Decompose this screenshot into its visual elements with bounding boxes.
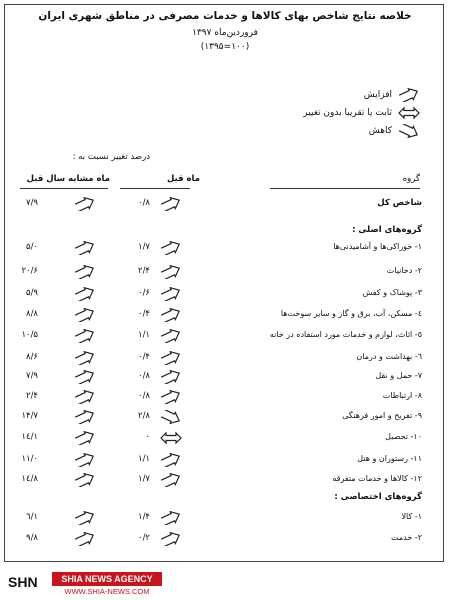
- col-header-group: گروه: [402, 174, 420, 184]
- document-base-year: (۱۰۰=۱۳۹۵): [200, 42, 250, 52]
- table-row-prev-value: ۱/۷: [138, 242, 150, 252]
- legend-item-increase: [364, 86, 420, 104]
- table-row-yoy-value: ٦/۱: [25, 512, 38, 522]
- table-row-yoy-value: ۸/۸: [26, 309, 38, 319]
- table-row-label: ۱- کالا: [401, 512, 422, 521]
- up-arrow-icon: [160, 389, 182, 403]
- table-row-yoy-value: ۸/۶: [26, 352, 38, 362]
- legend-label: ثابت یا تقریبا بدون تغییر: [303, 108, 392, 118]
- comparison-label: درصد تغییر نسبت به :: [72, 152, 150, 162]
- down-arrow-icon: [398, 124, 420, 138]
- table-row-yoy-value: ۱٤/۱: [21, 432, 38, 442]
- up-arrow-icon: [160, 510, 182, 524]
- down-arrow-icon: [160, 409, 182, 423]
- table-row-prev-value: ۰/۴: [138, 309, 150, 319]
- up-arrow-icon: [74, 531, 96, 545]
- up-arrow-icon: [160, 531, 182, 545]
- header-underline: [270, 188, 420, 189]
- up-arrow-icon: [74, 328, 96, 342]
- document-period: فروردین‌ماه ۱۳۹۷: [192, 28, 258, 38]
- table-row-prev-value: ۱/۴: [138, 512, 150, 522]
- table-row-prev-value: ۲/۴: [138, 266, 150, 276]
- up-arrow-icon: [398, 88, 420, 102]
- up-arrow-icon: [160, 328, 182, 342]
- up-arrow-icon: [74, 472, 96, 486]
- table-row-yoy-value: ۵/۰: [26, 242, 38, 252]
- col-header-prev-month: ماه قبل: [166, 174, 200, 184]
- table-row-yoy-value: ۱۰/۵: [21, 330, 38, 340]
- table-row-yoy-value: ۱۴/۷: [21, 411, 38, 421]
- brand-logo-text: SHN: [8, 574, 38, 590]
- up-arrow-icon: [74, 452, 96, 466]
- table-row-prev-value: ۰/۸: [138, 391, 150, 401]
- legend-item-unchanged: [303, 104, 420, 122]
- up-arrow-icon: [74, 430, 96, 444]
- table-row-label: ۱۰- تحصیل: [385, 432, 422, 441]
- col-header-yoy: ماه مشابه سال قبل: [26, 174, 110, 184]
- table-row-label: ۲- خدمت: [390, 533, 422, 542]
- table-row-prev-value: ۰/۶: [138, 288, 150, 298]
- table-row-label: ۷- حمل و نقل: [375, 371, 422, 380]
- double-arrow-icon: [160, 430, 182, 444]
- table-row-yoy-value: ۱٤/۸: [21, 474, 38, 484]
- legend-item-decrease: [369, 122, 420, 140]
- table-row-yoy-value: ۲۰/۶: [21, 266, 38, 276]
- up-arrow-icon: [160, 369, 182, 383]
- up-arrow-icon: [74, 350, 96, 364]
- up-arrow-icon: [160, 264, 182, 278]
- table-row-prev-value: ۱/۱: [138, 454, 150, 464]
- up-arrow-icon: [74, 286, 96, 300]
- up-arrow-icon: [160, 307, 182, 321]
- table-row-label: شاخص کل: [377, 198, 422, 208]
- table-row-label: ٦- بهداشت و درمان: [356, 352, 422, 361]
- up-arrow-icon: [74, 389, 96, 403]
- table-row-prev-value: ۰: [145, 432, 150, 442]
- table-row-label: ۱- خوراکی‌ها و آشامیدنی‌ها: [333, 242, 422, 251]
- up-arrow-icon: [160, 240, 182, 254]
- up-arrow-icon: [160, 350, 182, 364]
- double-arrow-icon: [398, 106, 420, 120]
- brand-url: WWW.SHIA-NEWS.COM: [64, 587, 150, 596]
- legend-label: افزایش: [363, 90, 392, 100]
- table-row-yoy-value: ۹/۸: [26, 533, 38, 543]
- up-arrow-icon: [74, 409, 96, 423]
- table-row-yoy-value: ۷/۹: [26, 371, 38, 381]
- header-underline: [20, 188, 108, 189]
- table-row-label: ٥- اثاث، لوازم و خدمات مورد استفاده در خانه: [269, 330, 422, 339]
- table-row-prev-value: ۰/۲: [138, 533, 150, 543]
- table-row-label: ۹- تفریح و امور فرهنگی: [342, 411, 422, 420]
- up-arrow-icon: [74, 510, 96, 524]
- table-row-prev-value: ۲/۸: [138, 411, 150, 421]
- up-arrow-icon: [74, 307, 96, 321]
- table-row-prev-value: ۱/۱: [138, 330, 150, 340]
- table-row-yoy-value: ۲/۴: [26, 391, 38, 401]
- up-arrow-icon: [74, 240, 96, 254]
- table-row-yoy-value: ۷/۹: [26, 198, 38, 208]
- table-row-label: ۳- پوشاک و کفش: [362, 288, 422, 297]
- up-arrow-icon: [160, 286, 182, 300]
- table-row-prev-value: ۰/۴: [138, 352, 150, 362]
- table-row-label: ۸- ارتباطات: [382, 391, 422, 400]
- table-row-prev-value: ۱/۷: [138, 474, 150, 484]
- section-title-main-groups: گروه‌های اصلی :: [352, 225, 422, 235]
- table-row-label: ۲- دخانیات: [386, 266, 422, 275]
- up-arrow-icon: [160, 452, 182, 466]
- section-title-special-groups: گروه‌های اختصاصی :: [334, 492, 422, 502]
- document-title: خلاصه نتایج شاخص بهای کالاها و خدمات مصرفی در مناطق شهری ایران: [38, 10, 412, 22]
- legend-label: کاهش: [368, 126, 392, 136]
- up-arrow-icon: [74, 264, 96, 278]
- table-row-prev-value: ۰/۸: [138, 198, 150, 208]
- up-arrow-icon: [74, 369, 96, 383]
- header-underline: [120, 188, 190, 189]
- table-row-label: ۱۲- کالاها و خدمات متفرقه: [332, 474, 422, 483]
- table-row-prev-value: ۰/۸: [138, 371, 150, 381]
- table-row-label: ٤- مسکن، آب، برق و گاز و سایر سوخت‌ها: [280, 309, 422, 318]
- brand-name-banner: SHIA NEWS AGENCY: [52, 572, 162, 586]
- up-arrow-icon: [160, 472, 182, 486]
- up-arrow-icon: [74, 196, 96, 210]
- table-row-yoy-value: ۱۱/۰: [21, 454, 38, 464]
- up-arrow-icon: [160, 196, 182, 210]
- table-row-label: ۱۱- رستوران و هتل: [357, 454, 422, 463]
- table-row-yoy-value: ۵/۹: [26, 288, 38, 298]
